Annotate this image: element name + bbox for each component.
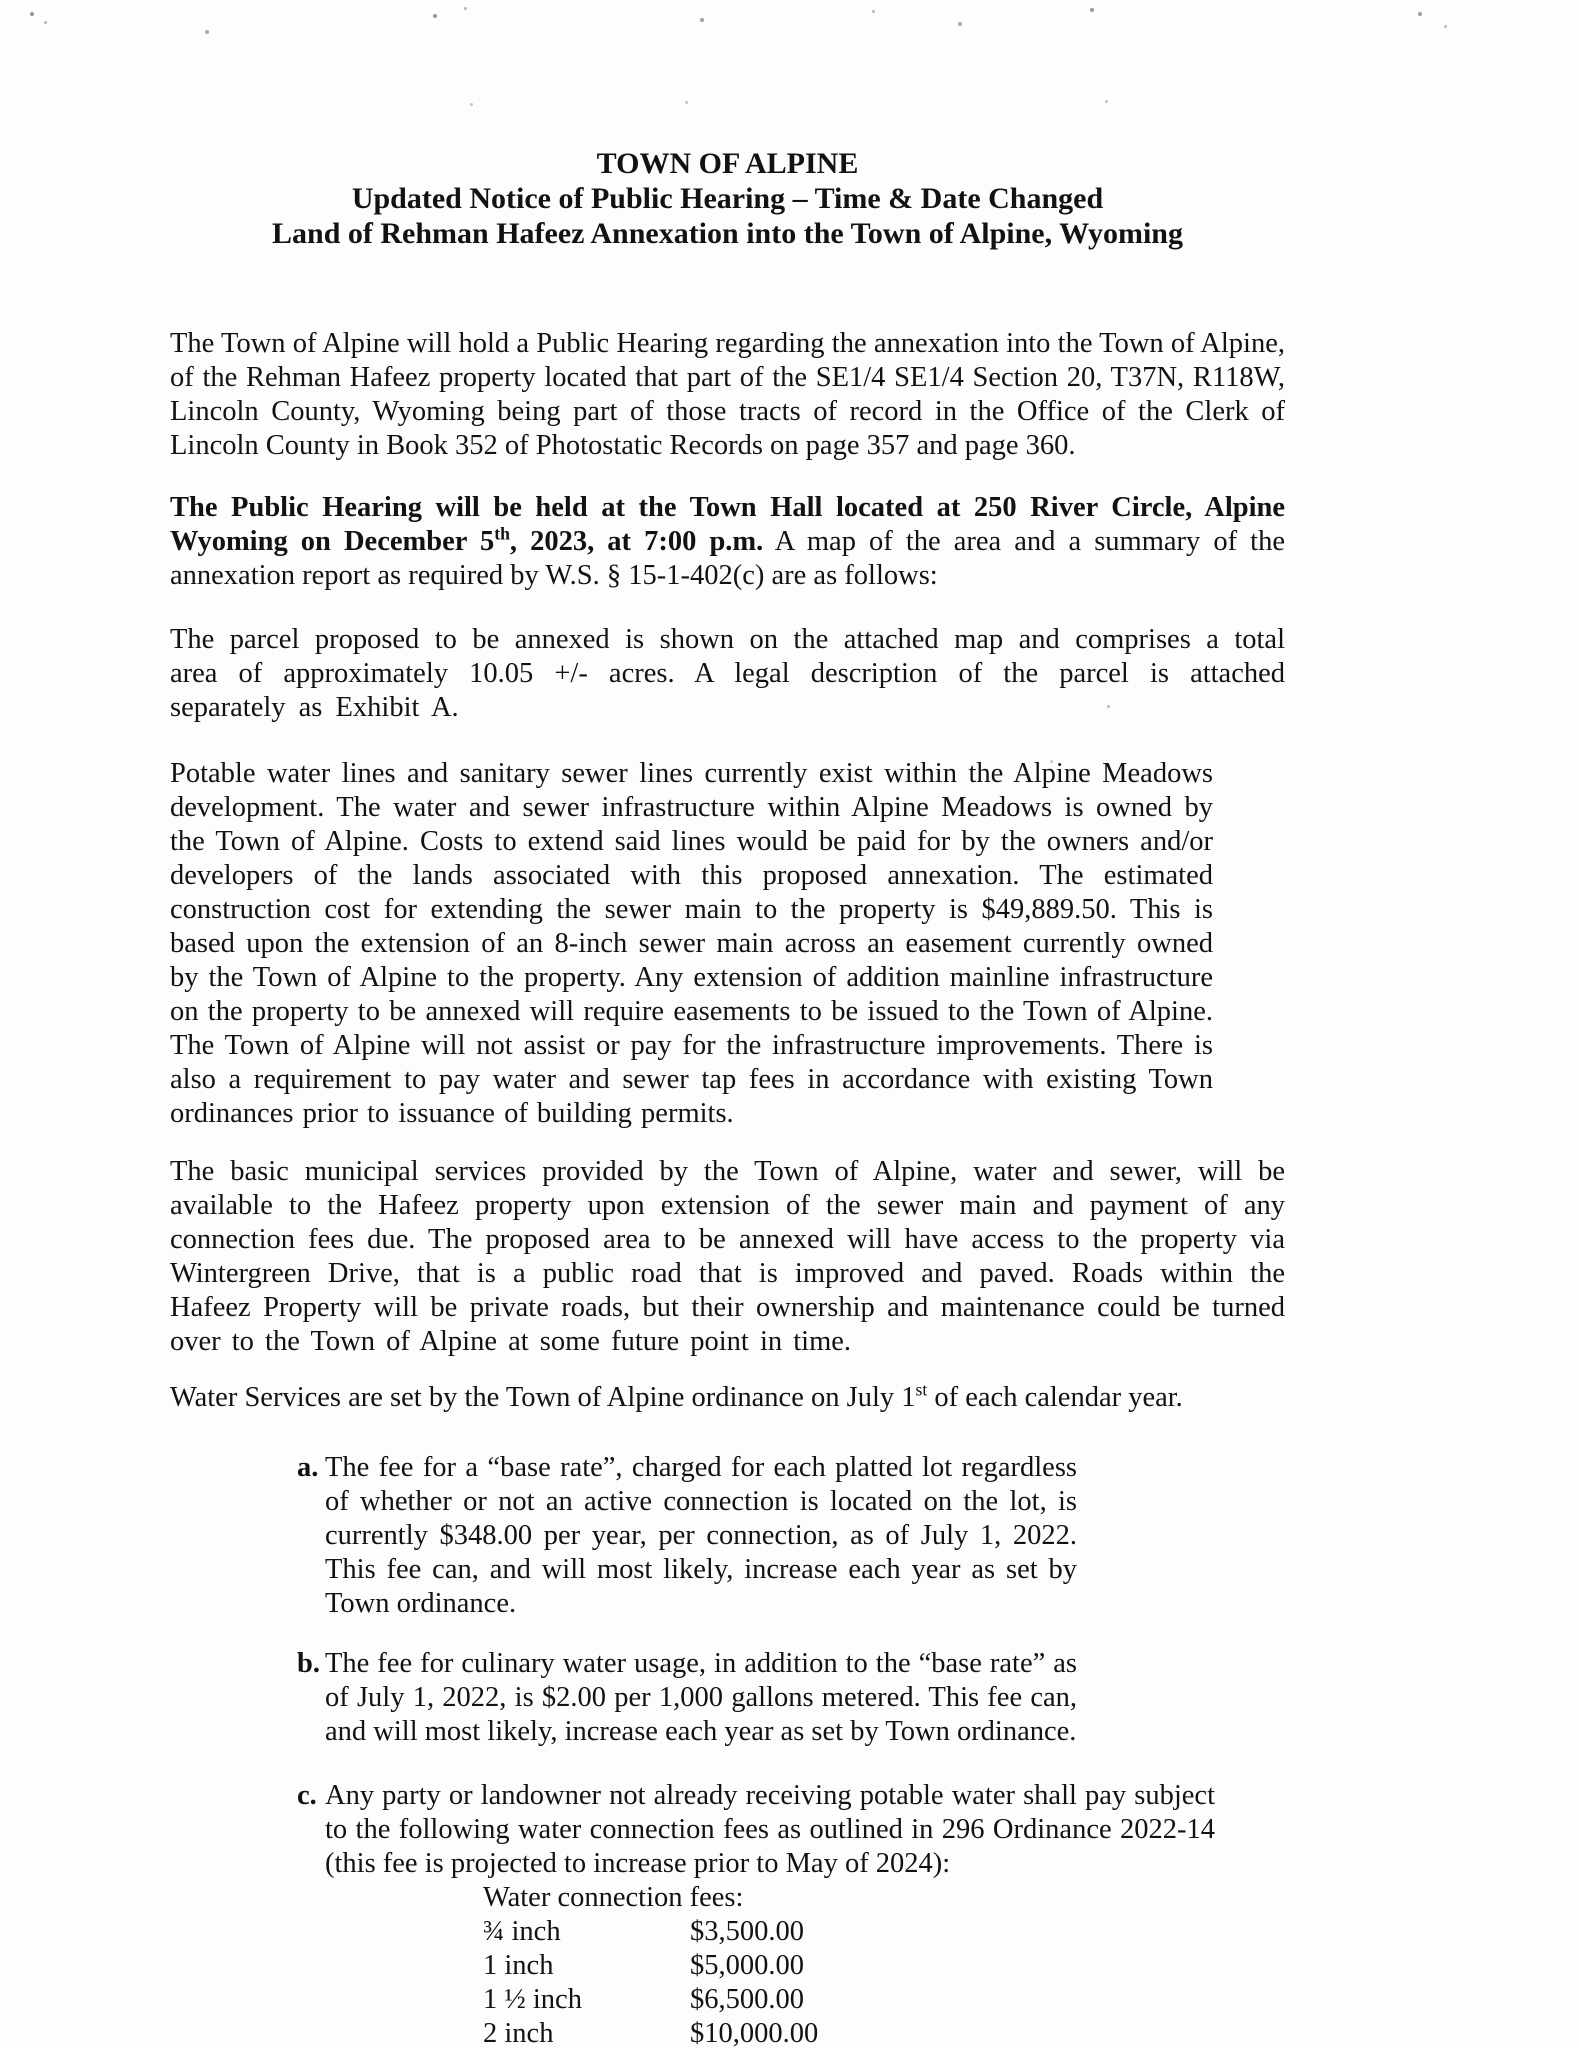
fee-row [483,2017,1285,2048]
fee-size: 2 inch [483,2018,554,2048]
fee-row [483,1915,1285,1949]
water-services-ordinal-superscript: st [915,1379,928,1400]
document-heading [170,146,1285,251]
list-marker-b: b. [297,1648,320,1679]
paragraph-utilities: Potable water lines and sanitary sewer lines currently exist within the Alpine Meadows development. The water and sewer infrastructure within Alpine Meadows is owned by the Town of Alpine. Costs to extend said lines would be paid for by the owners and/or developers of the lands associated with this proposed annexation. The estimated construction cost for extending the sewer main to the property is $49,889.50. This is based upon the extension of an 8-inch sewer main across an easement currently owned by the Town of Alpine to the property. Any extension of addition mainline infrastructure on the property to be annexed will require easements to be issued to the Town of Alpine. The Town of Alpine will not assist or pay for the infrastructure improvements. There is also a requirement to pay water and sewer tap fees in accordance with existing Town ordinances prior to issuance of building permits. [170,758,1213,1129]
hearing-bold-text-cont: , 2023, at 7:00 p.m. [509,526,764,557]
fee-size: ¾ inch [483,1916,561,1947]
paragraph-parcel: The parcel proposed to be annexed is shown on the attached map and comprises a total area of approximately 10.05 +/- acres. A legal description of the parcel is attached separately as Exhibit A. [170,624,1285,723]
scan-speckle [44,21,47,24]
hearing-regular-text: A map of the area and a summary of the annexation report as required by W.S. § 15-1-402(c) are as follows: [170,526,1285,591]
scan-speckle [470,103,473,106]
list-item-c-text: Any party or landowner not already receiving potable water shall pay subject to the following water connection fees as outlined in 296 Ordinance 2022-14 (this fee is projected to increase prior to May of 2024): [325,1780,1215,1879]
scan-speckle [205,30,209,34]
hearing-bold-text: The Public Hearing will be held at the Town Hall located at 250 River Circle, Alpine Wyoming on December 5 [170,492,1285,557]
hearing-ordinal-superscript: th [494,523,510,544]
list-item-b-text: The fee for culinary water usage, in addition to the “base rate” as of July 1, 2022, is $2.00 per 1,000 gallons metered. This fee can, and will most likely, increase each year as set by Town ordinance. [325,1648,1077,1747]
scan-speckle [1105,100,1108,103]
scan-speckle [958,22,962,26]
document-content [170,146,1285,2048]
fee-size: 1 inch [483,1950,554,1981]
fee-size: 1 ½ inch [483,1984,582,2015]
scan-speckle [1418,12,1422,16]
list-item-b [297,1647,1077,1749]
scan-speckle [700,18,704,22]
water-services-text: Water Services are set by the Town of Alpine ordinance on July 1 [170,1382,916,1413]
subtitle-line: Updated Notice of Public Hearing – Time & Date Changed [351,182,1104,215]
scan-speckle [685,101,688,104]
fee-amount: $3,500.00 [690,1916,804,1947]
fee-amount: $6,500.00 [690,1984,804,2015]
scan-speckle [464,7,467,10]
fees-table-heading: Water connection fees: [483,1882,744,1913]
subject-line: Land of Rehman Hafeez Annexation into the Town of Alpine, Wyoming [272,217,1183,250]
scan-speckle [30,12,34,16]
fee-amount: $10,000.00 [690,2018,819,2048]
title-line: TOWN OF ALPINE [596,147,859,180]
paragraph-water-services [170,1381,1285,1415]
scan-speckle [433,14,437,18]
list-item-c [297,1779,1215,1881]
list-item-a-text: The fee for a “base rate”, charged for each platted lot regardless of whether or not an active connection is located on the lot, is currently $348.00 per year, per connection, as of July 1, 2022. This fee can, and will most likely, increase each year as set by Town ordinance. [325,1452,1077,1619]
fee-row [483,1983,1285,2017]
water-services-text-cont: of each calendar year. [927,1382,1183,1413]
fee-item-list [170,1451,1285,1881]
list-item-a [297,1451,1077,1621]
scan-speckle [872,10,875,13]
scan-speckle [1090,8,1094,12]
paragraph-intro: The Town of Alpine will hold a Public Hearing regarding the annexation into the Town of Alpine, of the Rehman Hafeez property located that part of the SE1/4 SE1/4 Section 20, T37N, R118W, Lincoln County, Wyoming being part of those tracts of record in the Office of the Clerk of Lincoln County in Book 352 of Photostatic Records on page 357 and page 360. [170,328,1285,461]
scan-speckle [1444,25,1447,28]
fee-amount: $5,000.00 [690,1950,804,1981]
list-marker-c: c. [297,1780,317,1811]
list-marker-a: a. [297,1452,319,1483]
fee-row [483,1949,1285,1983]
paragraph-municipal-services: The basic municipal services provided by the Town of Alpine, water and sewer, will be available to the Hafeez property upon extension of the sewer main and payment of any connection fees due. The proposed area to be annexed will have access to the property via Wintergreen Drive, that is a public road that is improved and paved. Roads within the Hafeez Property will be private roads, but their ownership and maintenance could be turned over to the Town of Alpine at some future point in time. [170,1156,1285,1357]
paragraph-hearing [170,491,1285,593]
water-connection-fees-table [483,1881,1285,2048]
